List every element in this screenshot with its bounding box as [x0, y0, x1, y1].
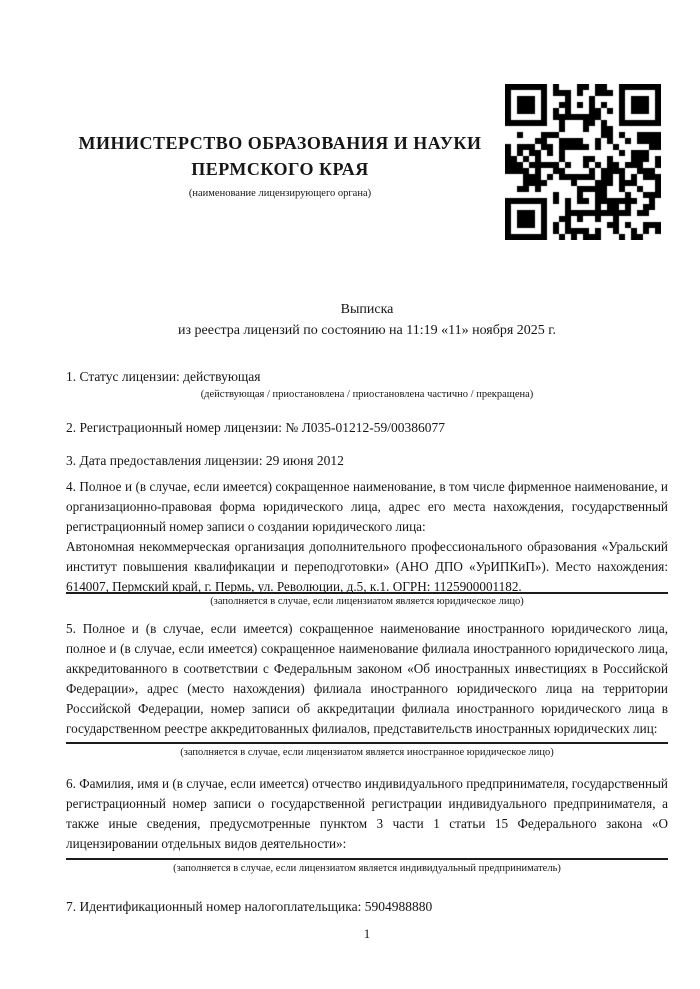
- document-title-line1: Выписка: [340, 302, 394, 317]
- section-registration-number: 2. Регистрационный номер лицензии: № Л035-01212-59/00386077: [66, 420, 446, 435]
- qr-code-icon: [505, 84, 661, 240]
- ministry-name-caption: (наименование лицензирующего органа): [188, 188, 372, 199]
- ministry-name-line2: ПЕРМСКОГО КРАЯ: [191, 159, 369, 179]
- section-legal-entity: [66, 477, 668, 597]
- section-foreign-entity: 5. Полное и (в случае, если имеется) сокращенное наименование иностранного юридического лица, полное и (в случае, если имеется) сокращенное наименование филиала иностранного юридического лица, аккредитованного в соответствии с Федеральным законом «Об иностранных инвестициях в Российской Федерации», адрес (место нахождения) филиала иностранного юридического лица на территории Российской Федерации, номер записи об аккредитации филиала иностранного юридического лица в государственном реестре аккредитованных филиалов, представительств иностранных юридических лиц:: [66, 621, 668, 736]
- issuing-authority-header: [66, 130, 494, 200]
- section-license-status: 1. Статус лицензии: действующая: [66, 369, 261, 384]
- section-legal-entity-text: 4. Полное и (в случае, если имеется) сокращенное наименование, в том числе фирменное наименование, и организационно-правовая форма юридического лица, адрес его места нахождения, государственный регистрационный номер записи о создании юридического лица:: [66, 479, 668, 534]
- document-title: [66, 299, 668, 341]
- section-individual-entrepreneur-caption: (заполняется в случае, если лицензиатом является индивидуальный предприниматель): [173, 863, 561, 874]
- ministry-name-line1: МИНИСТЕРСТВО ОБРАЗОВАНИЯ И НАУКИ: [78, 133, 482, 153]
- section-legal-entity-value: Автономная некоммерческая организация дополнительного профессионального образования «Уральский институт повышения квалификации и переподготовки» (АНО ДПО «УрИПКиП»). Место нахождения: 614007, Пермский край, г. Пермь, ул. Революции, д.5, к.1. ОГРН: 1125900001182.: [66, 539, 668, 594]
- fill-line-legal-entity: [66, 592, 668, 594]
- section-individual-entrepreneur: 6. Фамилия, имя и (в случае, если имеется) отчество индивидуального предпринимателя, государственный регистрационный номер записи о государственной регистрации индивидуального предпринимателя, а также иные сведения, предусмотренные пунктом 3 части 1 статьи 15 Федерального закона «О лицензировании отдельных видов деятельности»:: [66, 776, 668, 851]
- section-foreign-entity-caption: (заполняется в случае, если лицензиатом является иностранное юридическое лицо): [180, 747, 554, 758]
- fill-line-foreign-entity: [66, 742, 668, 744]
- section-grant-date: 3. Дата предоставления лицензии: 29 июня 2012: [66, 453, 344, 468]
- page-number: 1: [363, 926, 371, 941]
- fill-line-individual-entrepreneur: [66, 858, 668, 860]
- section-taxpayer-number: 7. Идентификационный номер налогоплательщика: 5904988880: [66, 899, 433, 914]
- section-legal-entity-caption: (заполняется в случае, если лицензиатом является юридическое лицо): [210, 596, 524, 607]
- section-license-status-caption: (действующая / приостановлена / приостановлена частично / прекращена): [200, 389, 534, 400]
- document-title-line2: из реестра лицензий по состоянию на 11:19 «11» ноября 2025 г.: [178, 323, 556, 338]
